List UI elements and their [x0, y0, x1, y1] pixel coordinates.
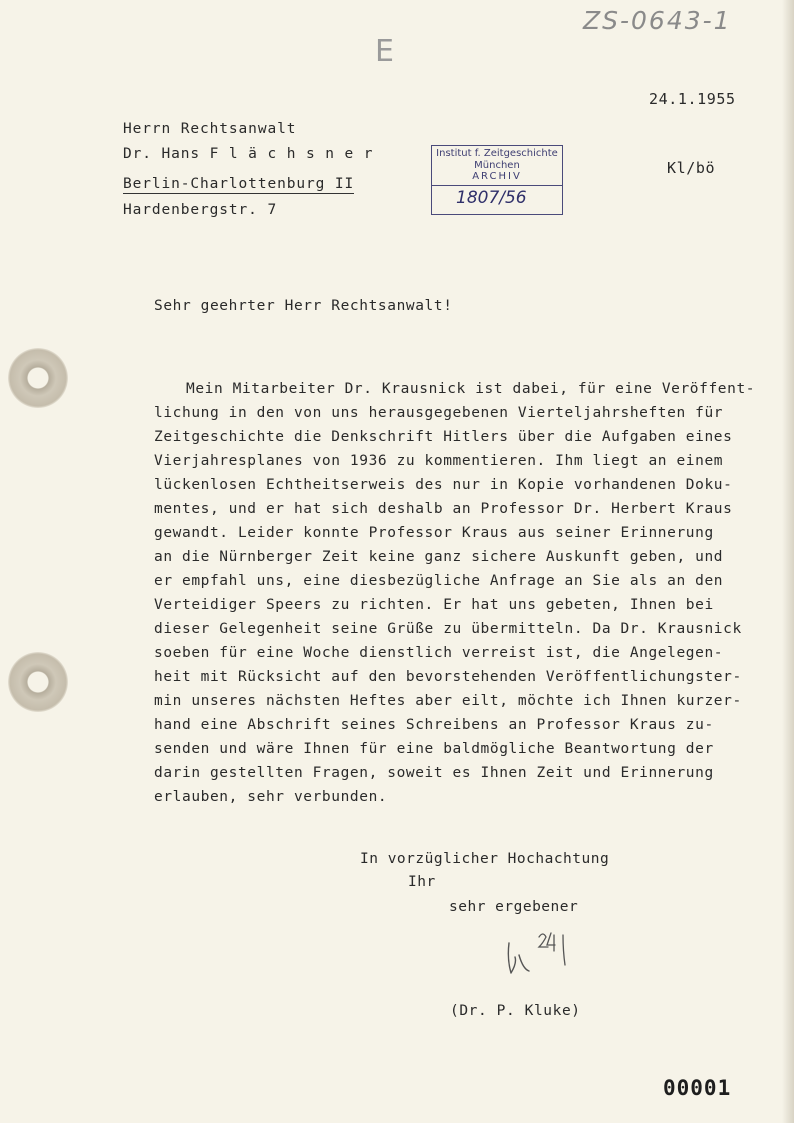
body-line: mentes, und er hat sich deshalb an Professor Dr. Herbert Kraus	[154, 501, 733, 517]
stamp-institute: Institut f. Zeitgeschichte	[436, 148, 558, 159]
body-line: er empfahl uns, eine diesbezügliche Anfrage an Sie als an den	[154, 573, 724, 589]
body-line: min unseres nächsten Heftes aber eilt, möchte ich Ihnen kurzer-	[154, 693, 742, 709]
body-line: erlauben, sehr verbunden.	[154, 789, 388, 805]
recipient-line-4: Hardenbergstr. 7	[123, 202, 278, 218]
recipient-line-2: Dr. Hans F l ä c h s n e r	[123, 146, 374, 162]
handwritten-signature	[495, 925, 585, 985]
archive-stamp	[431, 145, 563, 215]
body-line: hand eine Abschrift seines Schreibens an Professor Kraus zu-	[154, 717, 714, 733]
stamp-divider	[432, 185, 562, 186]
recipient-line-3: Berlin-Charlottenburg II	[123, 176, 355, 192]
closing-line-1: In vorzüglicher Hochachtung	[360, 851, 610, 867]
closing-line-2: Ihr	[408, 874, 436, 890]
body-line: darin gestellten Fragen, soweit es Ihnen Zeit und Erinnerung	[154, 765, 714, 781]
body-line: lichung in den von uns herausgegebenen Vierteljahrsheften für	[154, 405, 724, 421]
stamp-number: 1807/56	[456, 188, 527, 208]
body-line: an die Nürnberger Zeit keine ganz sichere Auskunft geben, und	[154, 549, 724, 565]
stamp-city: München	[474, 160, 520, 171]
signer-name: (Dr. P. Kluke)	[450, 1003, 581, 1019]
body-line: heit mit Rücksicht auf den bevorstehenden Veröffentlichungster-	[154, 669, 742, 685]
body-line: dieser Gelegenheit seine Grüße zu übermitteln. Da Dr. Krausnick	[154, 621, 742, 637]
punch-hole	[8, 348, 68, 408]
margin-mark: E	[375, 34, 394, 69]
body-line: Verteidiger Speers zu richten. Er hat uns gebeten, Ihnen bei	[154, 597, 714, 613]
body-line: soeben für eine Woche dienstlich verreist ist, die Angelegen-	[154, 645, 724, 661]
body-line: Zeitgeschichte die Denkschrift Hitlers über die Aufgaben eines	[154, 429, 733, 445]
body-line: lückenlosen Echtheitserweis des nur in Kopie vorhandenen Doku-	[154, 477, 733, 493]
body-line: gewandt. Leider konnte Professor Kraus aus seiner Erinnerung	[154, 525, 714, 541]
body-line: Vierjahresplanes von 1936 zu kommentieren. Ihm liegt an einem	[154, 453, 724, 469]
body-line: Mein Mitarbeiter Dr. Krausnick ist dabei, für eine Veröffent-	[186, 381, 756, 397]
paper-edge	[782, 0, 794, 1123]
letter-date: 24.1.1955	[649, 90, 736, 108]
closing-line-3: sehr ergebener	[449, 899, 579, 915]
reference-code: Kl/bö	[667, 159, 716, 177]
stamp-archive: ARCHIV	[472, 171, 522, 182]
page-number: 00001	[663, 1076, 732, 1100]
archive-number: ZS-0643-1	[583, 6, 732, 35]
salutation: Sehr geehrter Herr Rechtsanwalt!	[154, 298, 453, 314]
body-line: senden und wäre Ihnen für eine baldmögliche Beantwortung der	[154, 741, 714, 757]
punch-hole	[8, 652, 68, 712]
recipient-line-1: Herrn Rechtsanwalt	[123, 121, 297, 137]
